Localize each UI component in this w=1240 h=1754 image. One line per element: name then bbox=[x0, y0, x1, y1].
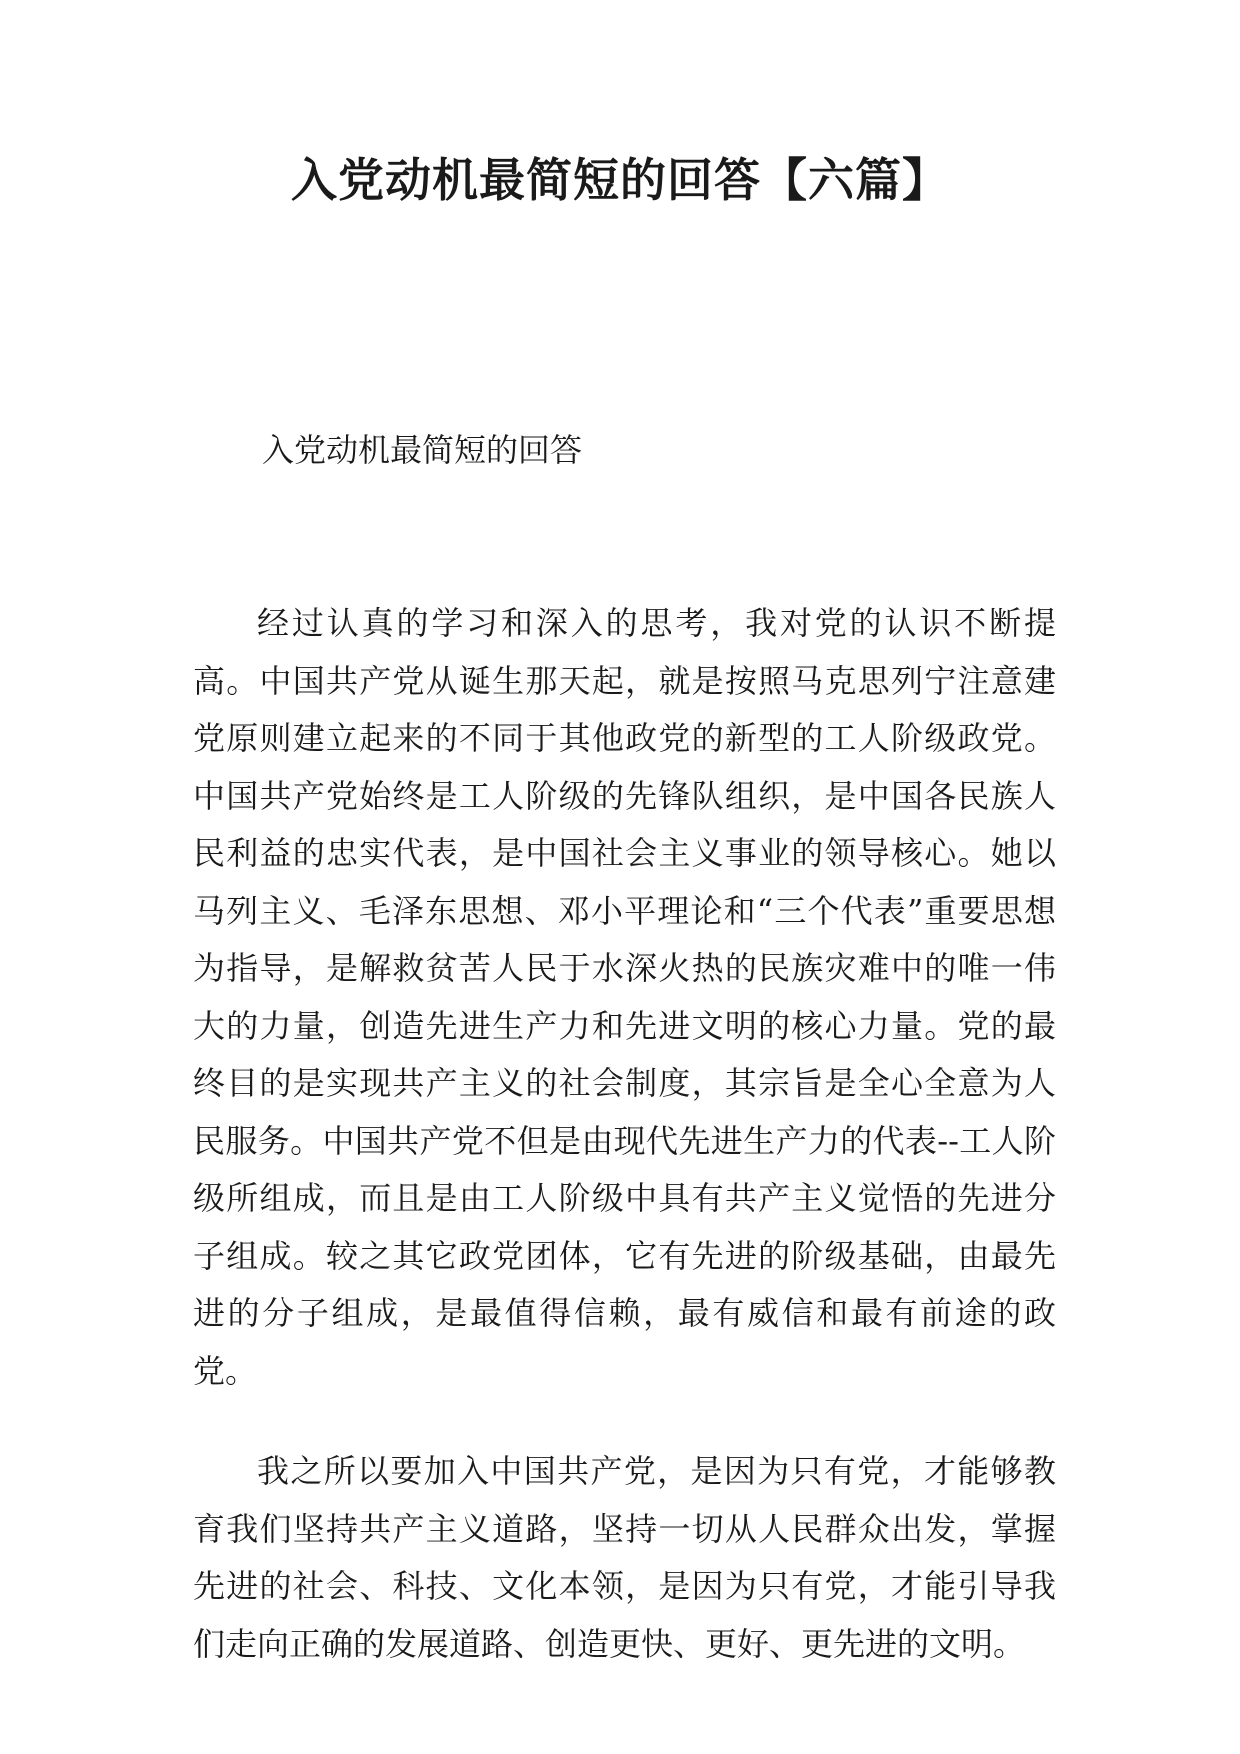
section-heading: 入党动机最简短的回答 bbox=[262, 431, 583, 469]
body-paragraph-1: 经过认真的学习和深入的思考，我对党的认识不断提高。中国共产党从诞生那天起，就是按照马克思列宁注意建党原则建立起来的不同于其他政党的新型的工人阶级政党。中国共产党始终是工人阶级的先锋队组织，是中国各民族人民利益的忠实代表，是中国社会主义事业的领导核心。她以马列主义、毛泽东思想、邓小平理论和“三个代表”重要思想为指导，是解救贫苦人民于水深火热的民族灾难中的唯一伟大的力量，创造先进生产力和先进文明的核心力量。党的最终目的是实现共产主义的社会制度，其宗旨是全心全意为人民服务。中国共产党不但是由现代先进生产力的代表--工人阶级所组成，而且是由工人阶级中具有共产主义觉悟的先进分子组成。较之其它政党团体，它有先进的阶级基础，由最先进的分子组成，是最值得信赖，最有威信和最有前途的政党。 bbox=[193, 604, 1056, 1390]
document-title: 入党动机最简短的回答【六篇】 bbox=[291, 153, 949, 207]
body-paragraph-2: 我之所以要加入中国共产党，是因为只有党，才能够教育我们坚持共产主义道路，坚持一切从人民群众出发，掌握先进的社会、科技、文化本领，是因为只有党，才能引导我们走向正确的发展道路、创造更快、更好、更先进的文明。 bbox=[193, 1452, 1056, 1663]
